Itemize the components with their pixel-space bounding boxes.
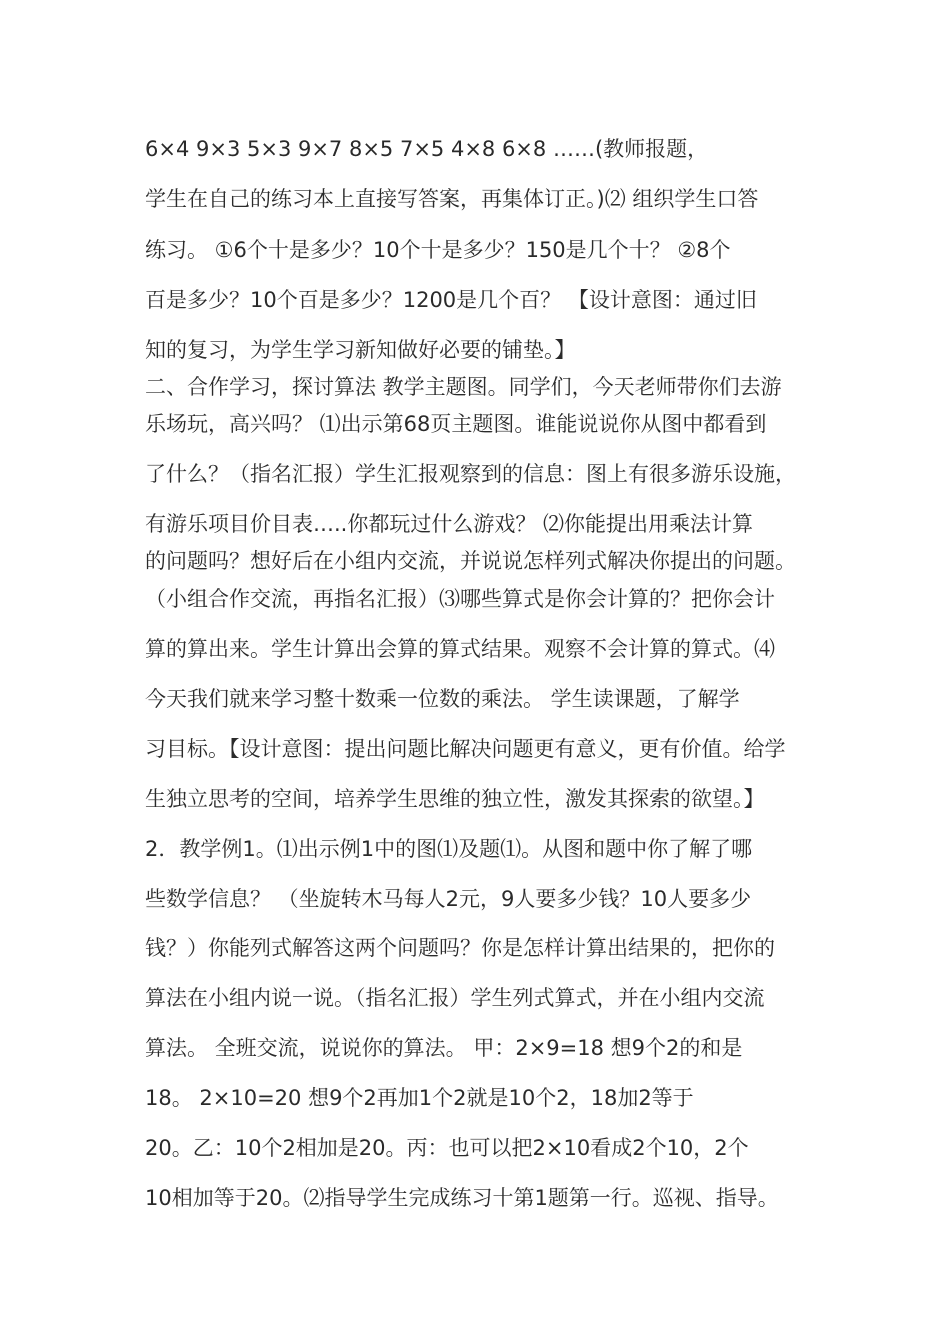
text-line: 算的算出来。学生计算出会算的算式结果。观察不会计算的算式。⑷ bbox=[145, 637, 775, 661]
text-line: 算法在小组内说一说。（指名汇报）学生列式算式，并在小组内交流 bbox=[145, 986, 765, 1010]
text-line: 算法。 全班交流，说说你的算法。 甲：2×9=18 想9个2的和是 bbox=[145, 1036, 743, 1060]
text-line: 今天我们就来学习整十数乘一位数的乘法。 学生读课题，了解学 bbox=[145, 687, 740, 711]
text-line: 20。乙：10个2相加是20。丙：也可以把2×10看成2个10，2个 bbox=[145, 1136, 749, 1160]
text-line: 了什么？（指名汇报）学生汇报观察到的信息：图上有很多游乐设施， bbox=[145, 462, 796, 486]
text-line: 钱？）你能列式解答这两个问题吗？你是怎样计算出结果的，把你的 bbox=[145, 936, 775, 960]
text-line: 6×4 9×3 5×3 9×7 8×5 7×5 4×8 6×8 ……(教师报题， bbox=[145, 137, 709, 161]
text-line: 生独立思考的空间，培养学生思维的独立性，激发其探索的欲望。】 bbox=[145, 787, 765, 811]
text-line: 有游乐项目价目表…..你都玩过什么游戏？ ⑵你能提出用乘法计算 bbox=[145, 512, 754, 536]
text-line: 练习。 ①6个十是多少？10个十是多少？150是几个十？ ②8个 bbox=[145, 238, 731, 262]
text-line: 些数学信息？ （坐旋转木马每人2元，9人要多少钱？10人要多少 bbox=[145, 887, 752, 911]
text-line: 乐场玩，高兴吗？ ⑴出示第68页主题图。谁能说说你从图中都看到 bbox=[145, 412, 767, 436]
text-line: 2．教学例1。⑴出示例1中的图⑴及题⑴。从图和题中你了解了哪 bbox=[145, 837, 753, 861]
text-line: 的问题吗？想好后在小组内交流，并说说怎样列式解决你提出的问题。 bbox=[145, 549, 796, 573]
text-line: 知的复习，为学生学习新知做好必要的铺垫。】 bbox=[145, 338, 576, 362]
text-line: （小组合作交流，再指名汇报）⑶哪些算式是你会计算的？把你会计 bbox=[145, 587, 775, 611]
text-line: 二、合作学习，探讨算法 教学主题图。同学们，今天老师带你们去游 bbox=[145, 375, 782, 399]
text-line: 习目标。【设计意图：提出问题比解决问题更有意义，更有价值。给学 bbox=[145, 737, 786, 761]
text-line: 10相加等于20。⑵指导学生完成练习十第1题第一行。巡视、指导。 bbox=[145, 1186, 779, 1210]
text-line: 学生在自己的练习本上直接写答案，再集体订正。)⑵ 组织学生口答 bbox=[145, 187, 759, 211]
text-line: 18。 2×10=20 想9个2再加1个2就是10个2，18加2等于 bbox=[145, 1086, 694, 1110]
text-line: 百是多少？10个百是多少？1200是几个百？ 【设计意图：通过旧 bbox=[145, 288, 757, 312]
